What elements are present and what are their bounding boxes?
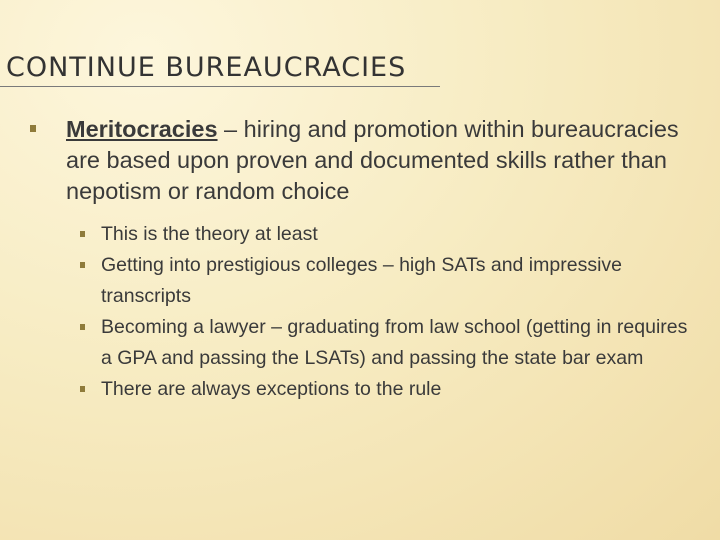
main-bullet-text: – hiring and promotion within bureaucracies are based upon proven and documented skills rather than nepotism or random choice	[66, 116, 679, 204]
square-bullet-icon	[30, 125, 36, 132]
main-bullet-item	[30, 114, 700, 207]
sub-bullet-text: Becoming a lawyer – graduating from law school (getting in requires a GPA and passing the LSATs) and passing the state bar exam	[101, 316, 688, 369]
sub-bullet-list	[30, 219, 700, 405]
slide-title: CONTINUE BUREAUCRACIES	[6, 52, 407, 83]
title-underline	[0, 86, 440, 87]
sub-bullet-text: Getting into prestigious colleges – high SATs and impressive transcripts	[101, 254, 622, 307]
square-bullet-icon	[80, 386, 85, 392]
square-bullet-icon	[80, 262, 85, 268]
square-bullet-icon	[80, 231, 85, 237]
sub-bullet-text: There are always exceptions to the rule	[101, 378, 442, 400]
sub-bullet-item	[66, 219, 700, 250]
sub-bullet-item	[66, 250, 700, 312]
sub-bullet-item	[66, 374, 700, 405]
key-term: Meritocracies	[66, 116, 218, 142]
sub-bullet-item	[66, 312, 700, 374]
sub-bullet-text: This is the theory at least	[101, 223, 318, 245]
slide-body	[30, 114, 700, 405]
square-bullet-icon	[80, 324, 85, 330]
